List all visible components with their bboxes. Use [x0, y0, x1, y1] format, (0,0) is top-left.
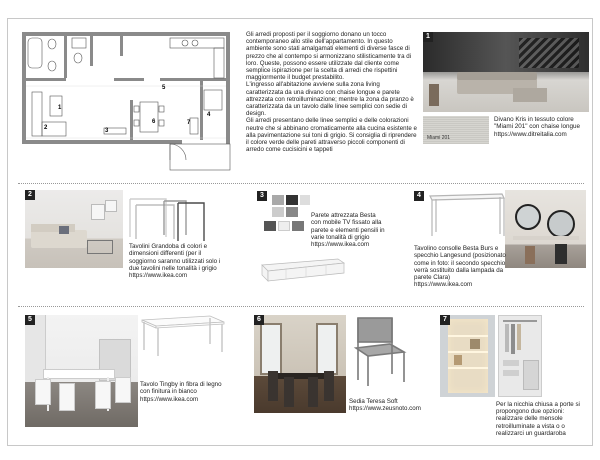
intro-paragraph: Gli arredi proposti per il soggiorno donano un tocco contemporaneo allo stile dell'appartamento. In questo ambiente sono stati amalgamati elementi di diverse fasce di prezzo che al contempo si armonizzano stilisticamente tra di loro. Queste, possono essere utilizzate dal cliente come semplice ispirazione per la scelta di arredi che rispettini maggiormente il budget prestabilito. [246, 31, 412, 82]
sofa-photo [423, 32, 589, 112]
wall-units-photo [264, 195, 310, 237]
item-number-badge: 3 [257, 191, 267, 201]
item-number-badge: 4 [414, 191, 424, 201]
item-number-badge: 5 [25, 315, 35, 325]
item-description: Divano Kris in tessuto colore "Miami 201" con chaise longue [494, 116, 581, 131]
item-number-badge: 2 [25, 190, 35, 200]
item-number-badge: 6 [254, 315, 264, 325]
plan-label: 3 [105, 128, 109, 134]
item-description: Tavolo Tingby in fibra di legno con finitura in bianco [140, 381, 222, 396]
chair-product-photo [350, 314, 410, 390]
swatch-label: Miami 201 [427, 135, 451, 141]
item-caption [494, 116, 590, 138]
item-caption [496, 401, 588, 437]
plan-label: 1 [58, 105, 62, 111]
intro-paragraph: Gli arredi presentano delle linee semplici e delle colorazioni neutre che si abbinano cromaticamente alla cucina esistente e alla pavimentazione sui toni di grigio. Si consiglia di riprendere il colore verde delle pareti attraverso piccoli componenti di arredo come cucisicini e tappeti [246, 117, 417, 154]
niche-shelves-photo [440, 315, 495, 397]
item-caption [311, 212, 387, 248]
item-description: Tavolino consolle Besta Burs e specchio Langesund (posizionato come in foto: il secondo specchio verrà sostituito dalla lampada da parete Clara) [414, 245, 506, 282]
item-link[interactable]: https://www.zeusnoto.com [349, 405, 421, 413]
living-photo [25, 190, 123, 268]
chairs-room-photo [254, 315, 346, 413]
dining-photo [25, 315, 138, 427]
item-description: Tavolini Grandoba di colori e dimensioni differenti (per il soggiorno saranno utilizzati solo i due tavolini nelle tonalità i grigio [129, 243, 221, 272]
item-caption [349, 398, 427, 413]
item-number-badge: 1 [423, 32, 433, 42]
item-description: Per la nicchia chiusa a porte si propongono due opzioni: realizzare delle mensole retroilluminate a vista o o realizzarci un guardaroba [496, 401, 580, 437]
item-link[interactable]: https://www.ditreitalia.com [494, 130, 567, 138]
table-product-photo [138, 314, 228, 358]
item-caption [414, 245, 506, 289]
plan-label: 4 [207, 112, 211, 118]
plan-label: 2 [44, 125, 48, 131]
intro-text [246, 31, 418, 153]
item-link[interactable]: https://www.ikea.com [140, 395, 199, 403]
floor-plan [20, 30, 232, 172]
tv-unit-photo [258, 257, 346, 283]
item-link[interactable]: https://www.ikea.com [414, 281, 473, 289]
item-number-badge: 7 [440, 315, 450, 325]
fabric-swatch [423, 116, 489, 144]
mirror-room-photo [505, 190, 586, 268]
item-caption [129, 243, 225, 279]
item-link[interactable]: https://www.ikea.com [311, 241, 370, 249]
side-tables-photo [126, 193, 208, 243]
wardrobe-photo [498, 315, 542, 397]
item-caption [140, 381, 228, 403]
plan-label: 6 [152, 119, 156, 125]
item-description: Parete attrezzata Besta con mobile TV fissato alla parete e elementi pensili in varie tonalità di grigio [311, 212, 385, 241]
divider [18, 306, 584, 307]
item-description: Sedia Teresa Soft [349, 398, 398, 405]
console-table-photo [424, 192, 508, 238]
item-link[interactable]: https://www.ikea.com [129, 272, 188, 280]
plan-label: 5 [162, 85, 166, 91]
plan-label: 7 [187, 120, 191, 126]
intro-paragraph: L'ingresso all'abitazione avviene sulla zona living caratterizzata da una divano con chaise longue e parete attrezzata con retroilluminazione; mentre la zona da pranzo è caratterizzata da un tavolo dalle linee semplici con sedie di design. [246, 81, 414, 118]
divider [18, 183, 584, 184]
